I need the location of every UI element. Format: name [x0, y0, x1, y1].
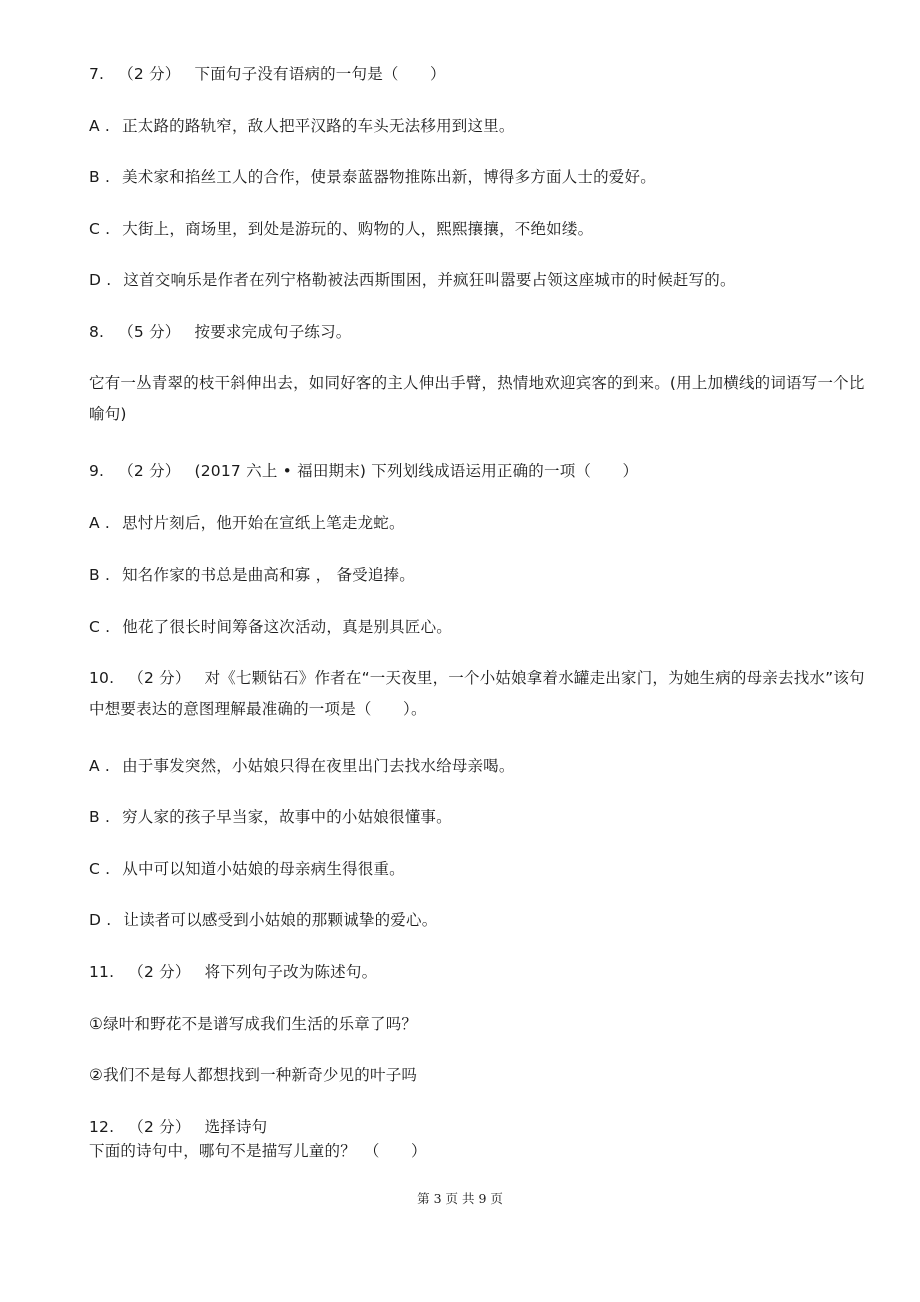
option-text: 由于事发突然，小姑娘只得在夜里出门去找水给母亲喝。	[122, 757, 515, 775]
question-text: (2017 六上 • 福田期末) 下列划线成语运用正确的一项（ ）	[194, 462, 639, 480]
question-text: 对《七颗钻石》作者在“一天夜里，一个小姑娘拿着水罐走出家门，为她生病的母亲去找水”该句中想要表达的意图理解最准确的一项是（ ）。	[89, 669, 865, 718]
question-11-item-1: ①绿叶和野花不是谱写成我们生活的乐章了吗？	[89, 1015, 418, 1033]
question-score: （2 分）	[118, 65, 181, 83]
question-score: （2 分）	[128, 669, 191, 687]
option-letter: C .	[89, 618, 111, 636]
option-text: 让读者可以感受到小姑娘的那颗诚挚的爱心。	[123, 911, 438, 929]
question-text: 按要求完成句子练习。	[194, 323, 352, 341]
question-7-stem	[89, 62, 870, 86]
question-number: 8.	[89, 323, 105, 341]
question-7-option-a	[89, 114, 870, 138]
option-text: 这首交响乐是作者在列宁格勒被法西斯围困，并疯狂叫嚣要占领这座城市的时候赶写的。	[123, 271, 736, 289]
option-letter: C .	[89, 220, 111, 238]
question-12-stem	[89, 1115, 870, 1139]
question-7-option-c	[89, 217, 870, 241]
question-10-stem	[89, 663, 868, 725]
option-letter: A .	[89, 757, 111, 775]
question-10-option-d	[89, 908, 870, 932]
option-text: 美术家和掐丝工人的合作，使景泰蓝器物推陈出新，博得多方面人士的爱好。	[122, 168, 656, 186]
question-7-option-d	[89, 268, 870, 292]
question-9-option-b	[89, 563, 870, 587]
option-text: 他花了很长时间筹备这次活动，真是别具匠心。	[122, 618, 452, 636]
option-letter: B .	[89, 168, 111, 186]
question-9-option-c	[89, 615, 870, 639]
question-9-stem	[89, 459, 870, 483]
question-12-body: 下面的诗句中，哪句不是描写儿童的？ （ ）	[89, 1142, 427, 1160]
question-7-option-b	[89, 165, 870, 189]
option-letter: B .	[89, 566, 111, 584]
question-11-item-2: ②我们不是每人都想找到一种新奇少见的叶子吗	[89, 1066, 418, 1084]
question-text: 选择诗句	[204, 1118, 268, 1136]
option-letter: A .	[89, 117, 111, 135]
question-number: 12.	[89, 1118, 115, 1136]
option-text: 思忖片刻后，他开始在宣纸上笔走龙蛇。	[122, 514, 405, 532]
question-8-stem	[89, 320, 870, 344]
option-text: 知名作家的书总是曲高和寡 ， 备受追捧。	[122, 566, 415, 584]
option-letter: D .	[89, 271, 112, 289]
option-text: 大街上，商场里，到处是游玩的、购物的人，熙熙攘攘，不绝如缕。	[122, 220, 594, 238]
question-text: 下面句子没有语病的一句是（ ）	[194, 65, 446, 83]
option-text: 穷人家的孩子早当家，故事中的小姑娘很懂事。	[122, 808, 452, 826]
question-11-stem	[89, 960, 870, 984]
question-number: 7.	[89, 65, 105, 83]
question-10-option-c	[89, 857, 870, 881]
option-text: 正太路的路轨窄，敌人把平汉路的车头无法移用到这里。	[122, 117, 515, 135]
question-8-body: 它有一丛青翠的枝干斜伸出去，如同好客的主人伸出手臂，热情地欢迎宾客的到来。(用上加横线的词语写一个比喻句)	[89, 374, 865, 423]
question-number: 10.	[89, 669, 115, 687]
option-letter: B .	[89, 808, 111, 826]
option-letter: A .	[89, 514, 111, 532]
question-score: （2 分）	[128, 963, 191, 981]
question-number: 9.	[89, 462, 105, 480]
question-score: （5 分）	[118, 323, 181, 341]
option-text: 从中可以知道小姑娘的母亲病生得很重。	[122, 860, 405, 878]
option-letter: C .	[89, 860, 111, 878]
question-score: （2 分）	[128, 1118, 191, 1136]
page-footer	[0, 1190, 920, 1208]
option-letter: D .	[89, 911, 112, 929]
question-9-option-a	[89, 511, 870, 535]
question-10-option-a	[89, 754, 870, 778]
question-score: （2 分）	[118, 462, 181, 480]
question-10-option-b	[89, 805, 870, 829]
question-number: 11.	[89, 963, 115, 981]
page-number-label: 第 3 页 共 9 页	[417, 1191, 503, 1206]
question-text: 将下列句子改为陈述句。	[204, 963, 378, 981]
